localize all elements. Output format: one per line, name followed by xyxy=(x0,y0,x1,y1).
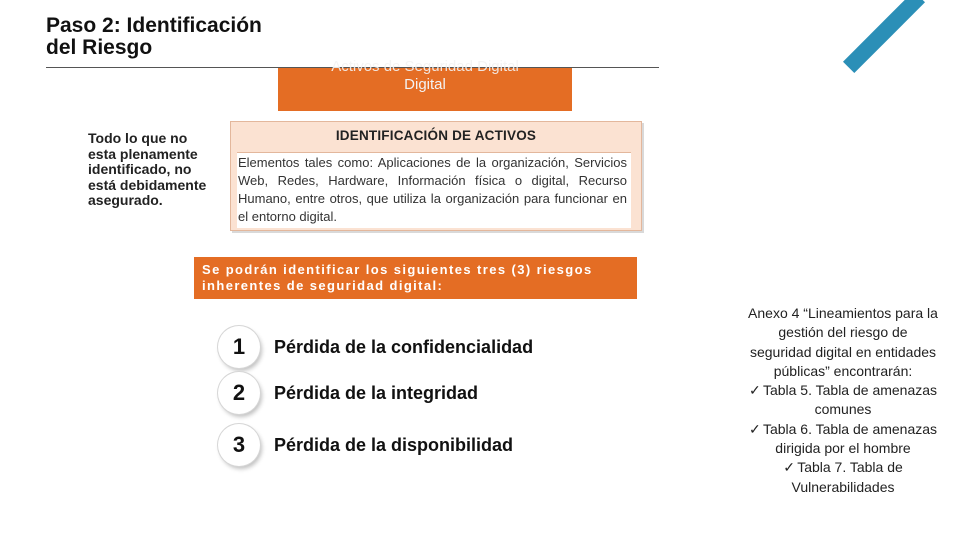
slide-title-line-2: del Riesgo xyxy=(46,36,153,59)
inherent-risks-banner: Se podrán identificar los siguientes tres (3) riesgos inherentes de seguridad digital: xyxy=(194,257,637,299)
annex-reference xyxy=(748,304,938,540)
corner-accent-bar xyxy=(843,0,925,73)
digital-assets-header-clipped-text: Activos de Seguridad Digital xyxy=(331,58,519,75)
checkmark-icon: ✓ xyxy=(748,382,761,399)
risk-item-availability xyxy=(218,424,638,468)
identification-note: Todo lo que no esta plenamente identificado, no está debidamente asegurado. xyxy=(88,130,207,208)
slide-title-line-1: Paso 2: Identificación xyxy=(46,14,262,37)
digital-assets-header xyxy=(278,58,572,111)
annex-table-list xyxy=(748,381,938,497)
risk-label: Pérdida de la confidencialidad xyxy=(274,337,534,357)
risk-number-badge: 2 xyxy=(218,372,260,414)
slide-title xyxy=(46,15,262,59)
risk-label: Pérdida de la integridad xyxy=(274,383,479,403)
annex-table-label: Tabla 6. Tabla de amenazas dirigida por el hombre xyxy=(762,420,938,457)
risk-number-badge: 1 xyxy=(218,326,260,368)
asset-identification-title: IDENTIFICACIÓN DE ACTIVOS xyxy=(335,128,537,143)
annex-table-item xyxy=(748,458,938,497)
checkmark-icon: ✓ xyxy=(748,420,761,437)
asset-identification-description: Elementos tales como: Aplicaciones de la organización, Servicios Web, Redes, Hardware, Información física o digital, Recurso Humano, entre otros, que utiliza la organización para funcionar en el entorno digital. xyxy=(237,152,631,228)
digital-assets-header-text: Digital xyxy=(404,76,446,93)
annex-table-label: Tabla 5. Tabla de amenazas comunes xyxy=(762,382,938,418)
risk-item-confidentiality xyxy=(218,326,638,370)
annex-table-item xyxy=(748,381,938,420)
checkmark-icon: ✓ xyxy=(783,459,795,476)
asset-identification-box xyxy=(230,121,642,231)
risk-item-integrity xyxy=(218,372,638,416)
risk-number-badge: 3 xyxy=(218,424,260,466)
annex-table-item xyxy=(748,420,938,459)
annex-table-label: Tabla 7. Tabla de Vulnerabilidades xyxy=(791,459,903,495)
risk-label: Pérdida de la disponibilidad xyxy=(274,435,514,455)
annex-intro: Anexo 4 “Lineamientos para la gestión del riesgo de seguridad digital en entidades públicas” encontrarán: xyxy=(748,305,938,379)
